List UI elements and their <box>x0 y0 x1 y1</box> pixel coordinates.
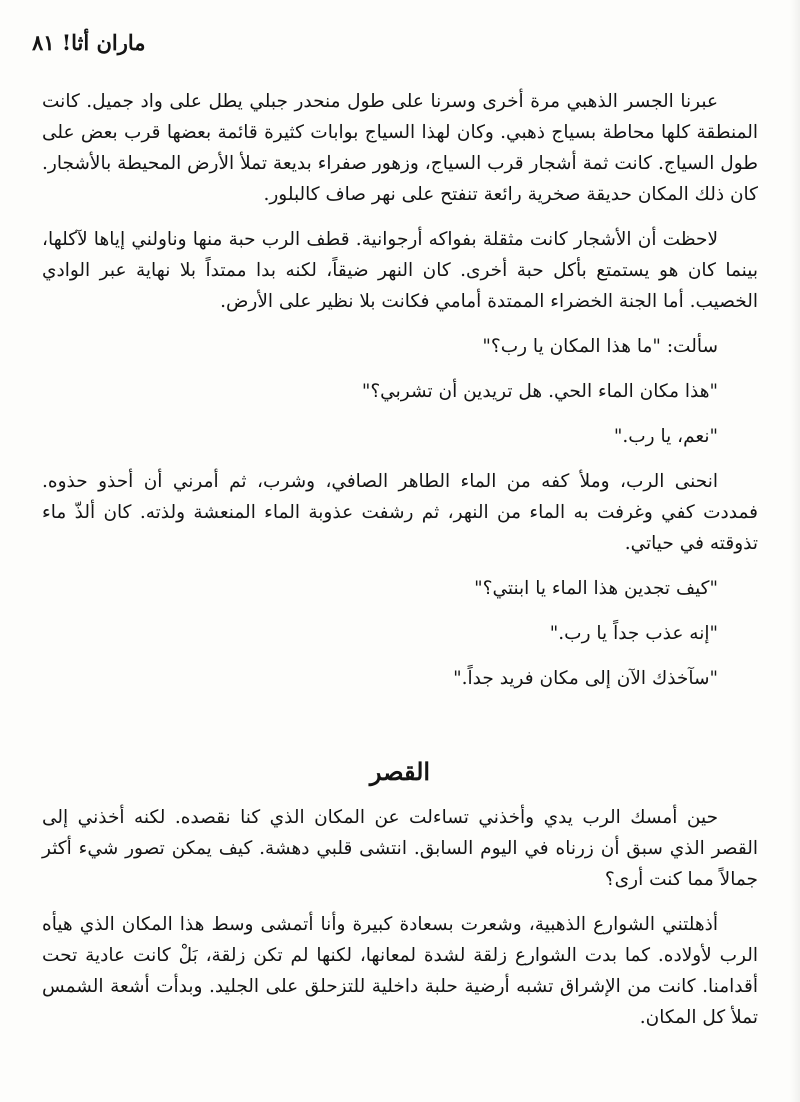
paragraph: حين أمسك الرب يدي وأخذني تساءلت عن المكان الذي كنا نقصده. لكنه أخذني إلى القصر الذي سبق أن زرناه في اليوم السابق. انتشى قلبي دهشة. كيف يمكن تصور شيء أكثر جمالاً مما كنت أرى؟ <box>42 807 758 890</box>
section-heading: القصر <box>369 757 431 786</box>
dialogue-line: "كيف تجدين هذا الماء يا ابنتي؟" <box>474 578 718 599</box>
running-title: ماران أثا! <box>61 30 146 55</box>
dialogue-line: "نعم، يا رب." <box>613 426 718 447</box>
page-edge-shadow <box>790 0 800 1102</box>
paragraph: عبرنا الجسر الذهبي مرة أخرى وسرنا على طول منحدر جبلي يطل على واد جميل. كانت المنطقة كلها محاطة بسياج ذهبي. وكان لهذا السياج بوابات كثيرة قائمة بعضها قرب بعض على طول السياج. كانت ثمة أشجار قرب السياج، وزهور صفراء بديعة تملأ الأرض المحيطة بالأشجار. كان ذلك المكان حديقة صخرية رائعة تنفتح على نهر صاف كالبلور. <box>42 91 758 205</box>
dialogue-line: "سآخذك الآن إلى مكان فريد جداً." <box>453 668 718 689</box>
dialogue-line: "هذا مكان الماء الحي. هل تريدين أن تشربي؟" <box>361 381 718 402</box>
paragraph: أذهلتني الشوارع الذهبية، وشعرت بسعادة كبيرة وأنا أتمشى وسط هذا المكان الذي هيأه الرب لأولاده. كما بدت الشوارع زلقة لشدة لمعانها، لكنها لم تكن زلقة، بَلْ كانت عادية تحت أقدامنا. كانت من الإشراق تشبه أرضية حلبة داخلية للتزحلق على الجليد. وبدأت أشعة الشمس تملأ كل المكان. <box>42 914 758 1028</box>
dialogue-line: "إنه عذب جداً يا رب." <box>549 623 718 644</box>
paragraph: انحنى الرب، وملأ كفه من الماء الطاهر الصافي، وشرب، ثم أمرني أن أحذو حذوه. فمددت كفي وغرفت به الماء من النهر، ثم رشفت عذوبة الماء المنعشة ولذته. كان ألذّ ماء تذوقته في حياتي. <box>42 471 758 554</box>
page-number: ٨١ <box>32 30 55 55</box>
dialogue-line: سألت: "ما هذا المكان يا رب؟" <box>482 336 718 357</box>
header-line <box>32 30 146 55</box>
page-body <box>42 86 758 1033</box>
page-header <box>32 30 756 64</box>
paragraph: لاحظت أن الأشجار كانت مثقلة بفواكه أرجوانية. قطف الرب حبة منها وناولني إياها لآكلها، بينما كان هو يستمتع بأكل حبة أخرى. كان النهر ضيقاً، لكنه بدا ممتداً بلا نهاية عبر الوادي الخصيب. أما الجنة الخضراء الممتدة أمامي فكانت بلا نظير على الأرض. <box>42 229 758 312</box>
